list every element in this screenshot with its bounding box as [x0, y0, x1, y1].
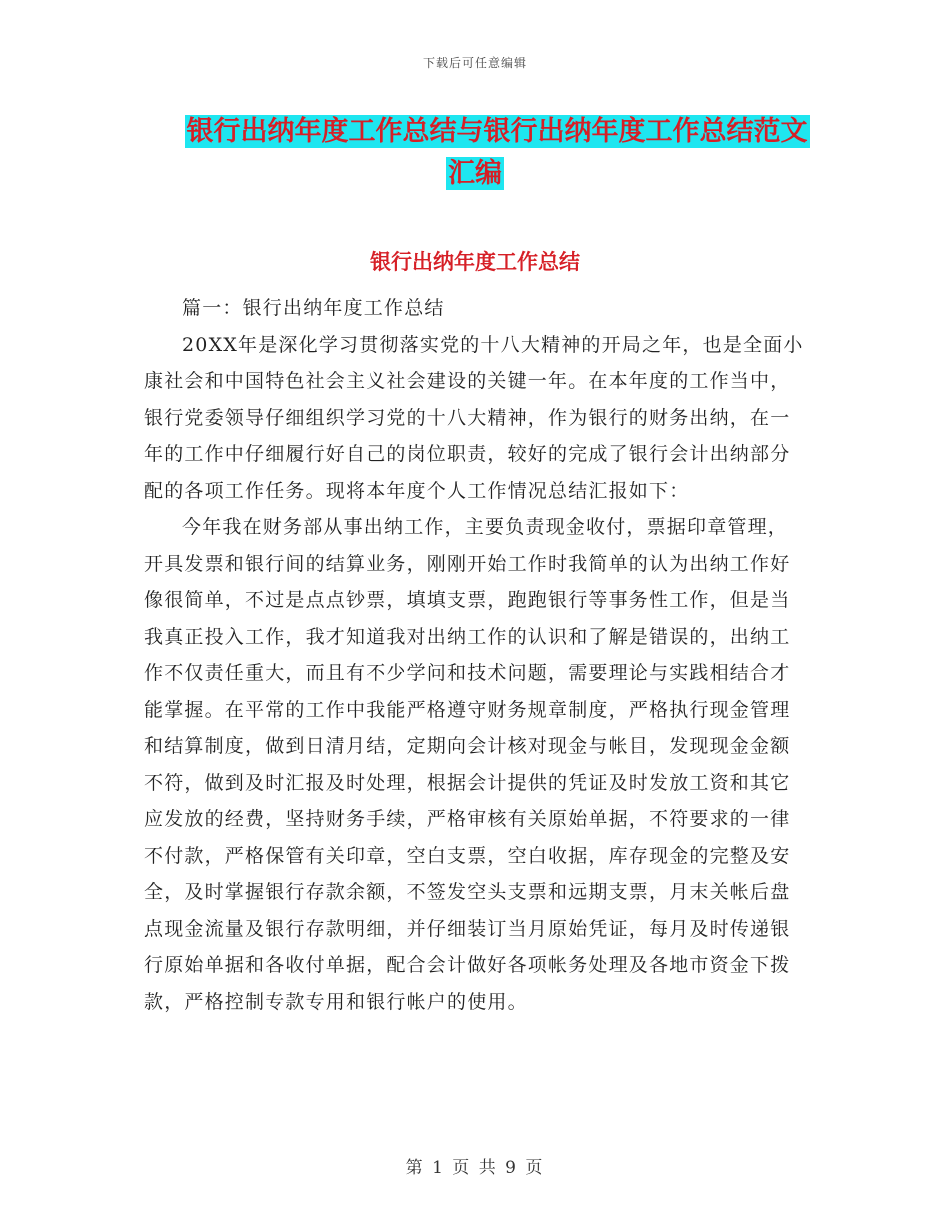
paragraph-work-details: 今年我在财务部从事出纳工作，主要负责现金收付，票据印章管理，开具发票和银行间的结算业务，刚刚开始工作时我简单的认为出纳工作好像很简单，不过是点点钞票，填填支票，跑跑银行等事务性工作，但是当我真正投入工作，我才知道我对出纳工作的认识和了解是错误的，出纳工作不仅责任重大，而且有不少学问和技术问题，需要理论与实践相结合才能掌握。在平常的工作中我能严格遵守财务规章制度，严格执行现金管理和结算制度，做到日清月结，定期向会计核对现金与帐目，发现现金金额不符，做到及时汇报及时处理，根据会计提供的凭证及时发放工资和其它应发放的经费，坚持财务手续，严格审核有关原始单据，不符要求的一律不付款，严格保管有关印章，空白支票，空白收据，库存现金的完整及安全，及时掌握银行存款余额，不签发空头支票和远期支票，月末关帐后盘点现金流量及银行存款明细，并仔细装订当月原始凭证，每月及时传递银行原始单据和各收付单据，配合会计做好各项帐务处理及各地市资金下拨款，严格控制专款专用和银行帐户的使用。	[144, 516, 791, 1013]
page-number-footer: 第 1 页 共 9 页	[405, 1158, 545, 1178]
section-title: 银行出纳年度工作总结	[370, 250, 580, 274]
document-body	[144, 290, 806, 1020]
document-title-text-1: 银行出纳年度工作总结与银行出纳年度工作总结范文	[186, 116, 808, 147]
document-title-line-1	[22, 108, 950, 156]
header-note: 下载后可任意编辑	[422, 56, 527, 70]
document-title-text-2: 汇编	[448, 158, 502, 189]
paragraph-subtitle: 篇一：银行出纳年度工作总结	[182, 297, 445, 319]
document-title-line-2	[0, 150, 950, 198]
paragraph-intro: 20XX年是深化学习贯彻落实党的十八大精神的开局之年，也是全面小康社会和中国特色社会主义社会建设的关键一年。在本年度的工作当中，银行党委领导仔细组织学习党的十八大精神，作为银行的财务出纳，在一年的工作中仔细履行好自己的岗位职责，较好的完成了银行会计出纳部分配的各项工作任务。现将本年度个人工作情况总结汇报如下：	[144, 333, 804, 502]
